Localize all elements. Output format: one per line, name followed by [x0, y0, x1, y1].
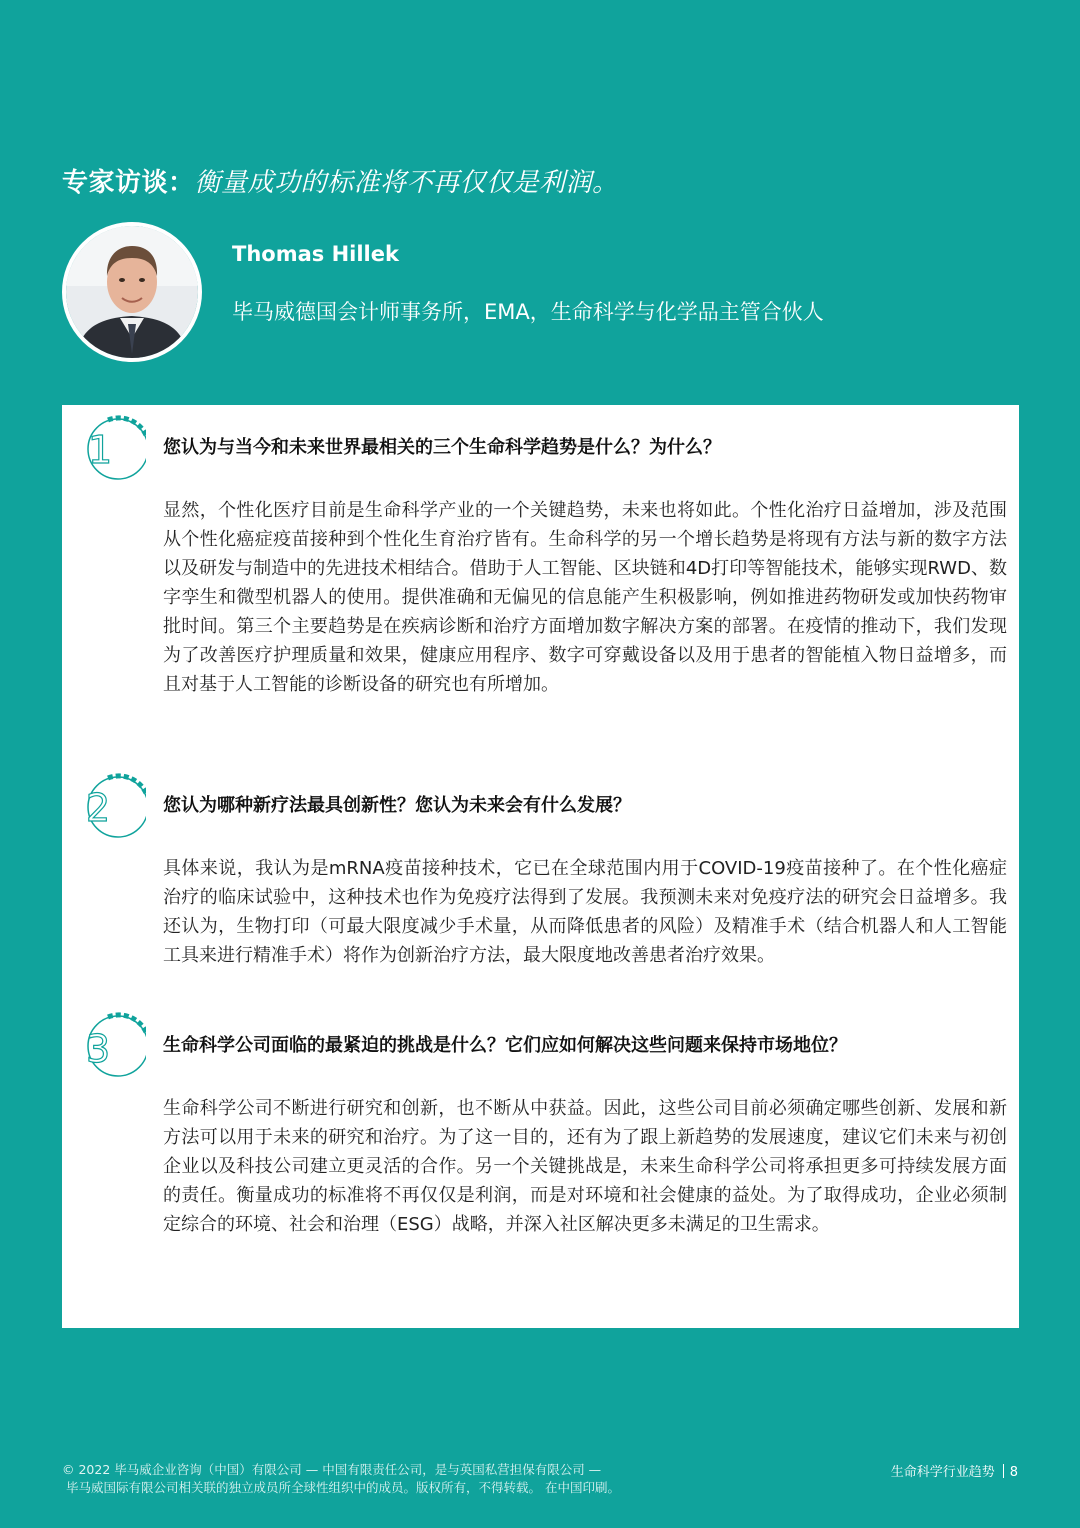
answer-3: 生命科学公司不断进行研究和创新，也不断从中获益。因此，这些公司目前必须确定哪些创新、发展和新方法可以用于未来的研究和治疗。为了这一目的，还有为了跟上新趋势的发展速度，建议它们未来与初创企业以及科技公司建立更灵活的合作。另一个关键挑战是，未来生命科学公司将承担更多可持续发展方面的责任。衡量成功的标准将不再仅仅是利润，而是对环境和社会健康的益处。为了取得成功，企业必须制定综合的环境、社会和治理（ESG）战略，并深入社区解决更多未满足的卫生需求。 — [163, 1098, 1007, 1235]
person-title: 毕马威德国会计师事务所，EMA，生命科学与化学品主管合伙人 — [232, 300, 824, 324]
page-title — [62, 162, 619, 199]
page-number: 8 — [1009, 1465, 1018, 1480]
copyright-notice — [62, 1461, 620, 1497]
page-footer-info — [891, 1461, 1018, 1480]
footer-divider — [1003, 1464, 1004, 1478]
page-title-lead: 专家访谈： — [62, 168, 195, 198]
section-name: 生命科学行业趋势 — [890, 1465, 995, 1480]
copyright-line-1: © 2022 毕马威企业咨询（中国）有限公司 — 中国有限责任公司，是与英国私营担保有限公司 — — [62, 1462, 602, 1477]
avatar — [62, 222, 202, 362]
question-number-1-icon — [74, 413, 146, 485]
copyright-line-2: 毕马威国际有限公司相关联的独立成员所全球性组织中的成员。版权所有，不得转载。 在中国印刷。 — [66, 1480, 620, 1495]
question-3: 生命科学公司面临的最紧迫的挑战是什么？它们应如何解决这些问题来保持市场地位？ — [163, 1035, 847, 1056]
page-title-emphasis: 衡量成功的标准将不再仅仅是利润。 — [194, 168, 619, 198]
question-number-1: 1 — [88, 428, 113, 472]
answer-2: 具体来说，我认为是mRNA疫苗接种技术，它已在全球范围内用于COVID-19疫苗接种了。在个性化癌症治疗的临床试验中，这种技术也作为免疫疗法得到了发展。我预测未来对免疫疗法的研究会日益增多。我还认为，生物打印（可最大限度减少手术量，从而降低患者的风险）及精准手术（结合机器人和人工智能工具来进行精准手术）将作为创新治疗方法，最大限度地改善患者治疗效果。 — [163, 858, 1007, 966]
question-2: 您认为哪种新疗法最具创新性？您认为未来会有什么发展？ — [163, 795, 631, 816]
question-number-3-icon — [74, 1010, 146, 1082]
question-1: 您认为与当今和未来世界最相关的三个生命科学趋势是什么？为什么？ — [163, 437, 721, 458]
interview-card — [62, 405, 1019, 1328]
answer-1: 显然，个性化医疗目前是生命科学产业的一个关键趋势，未来也将如此。个性化治疗日益增加，涉及范围从个性化癌症疫苗接种到个性化生育治疗皆有。生命科学的另一个增长趋势是将现有方法与新的数字方法以及研发与制造中的先进技术相结合。借助于人工智能、区块链和4D打印等智能技术，能够实现RWD、数字孪生和微型机器人的使用。提供准确和无偏见的信息能产生积极影响，例如推进药物研发或加快药物审批时间。第三个主要趋势是在疾病诊断和治疗方面增加数字解决方案的部署。在疫情的推动下，我们发现为了改善医疗护理质量和效果，健康应用程序、数字可穿戴设备以及用于患者的智能植入物日益增多，而且对基于人工智能的诊断设备的研究也有所增加。 — [163, 500, 1007, 695]
question-number-2: 2 — [86, 786, 111, 830]
person-name: Thomas Hillek — [232, 242, 399, 266]
question-number-2-icon — [74, 771, 146, 843]
question-number-3: 3 — [86, 1027, 111, 1071]
portrait-photo — [66, 226, 198, 358]
